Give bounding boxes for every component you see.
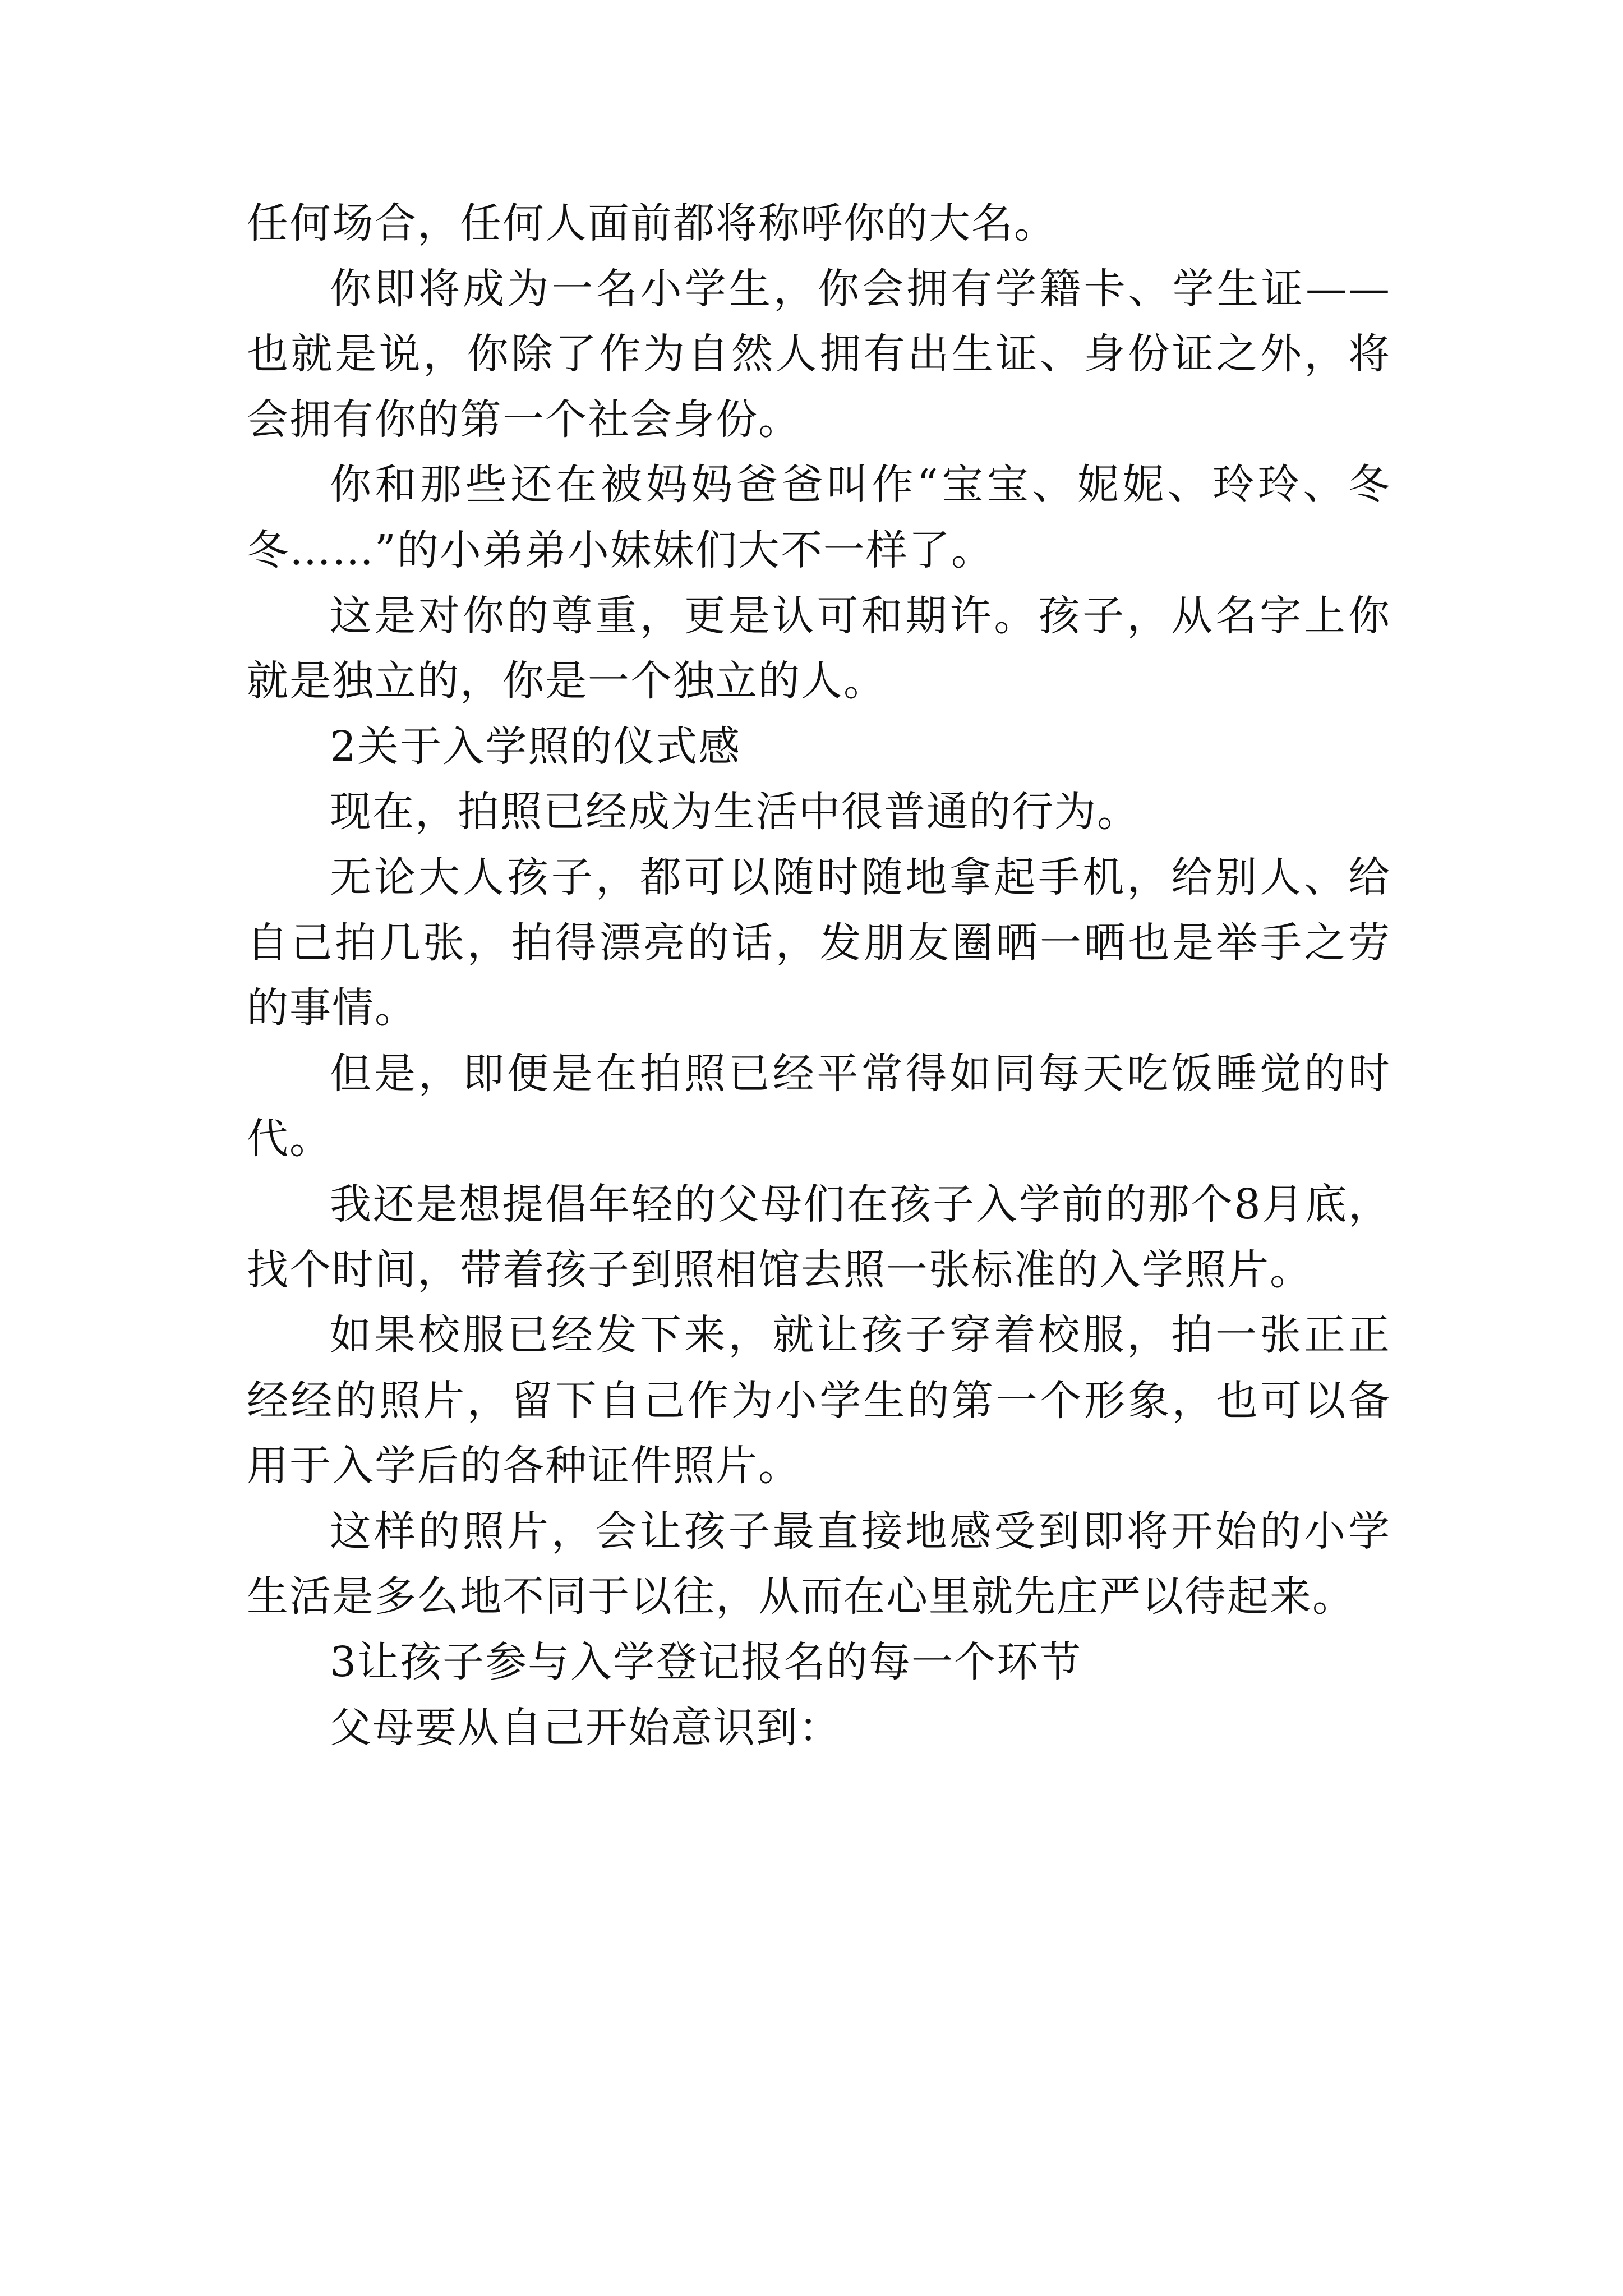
paragraph-11: 父母要从自己开始意识到： bbox=[330, 1703, 841, 1752]
paragraph-7: 但是，即便是在拍照已经平常得如同每天吃饭睡觉的时代。 bbox=[247, 1049, 1391, 1163]
section-heading-3: 3让孩子参与入学登记报名的每一个环节 bbox=[330, 1638, 1082, 1687]
paragraph-10: 这样的照片，会让孩子最直接地感受到即将开始的小学生活是多么地不同于以往，从而在心里就先庄严以待起来。 bbox=[247, 1507, 1391, 1621]
document-body bbox=[247, 191, 1391, 1760]
paragraph-5: 现在，拍照已经成为生活中很普通的行为。 bbox=[330, 788, 1140, 836]
paragraph-6: 无论大人孩子，都可以随时随地拿起手机，给别人、给自己拍几张，拍得漂亮的话，发朋友圈晒一晒也是举手之劳的事情。 bbox=[247, 853, 1391, 1033]
paragraph-1: 任何场合，任何人面前都将称呼你的大名。 bbox=[247, 199, 1057, 247]
paragraph-8: 我还是想提倡年轻的父母们在孩子入学前的那个8月底，找个时间，带着孩子到照相馆去照一张标准的入学照片。 bbox=[247, 1180, 1391, 1294]
paragraph-9: 如果校服已经发下来，就让孩子穿着校服，拍一张正正经经的照片，留下自己作为小学生的第一个形象，也可以备用于入学后的各种证件照片。 bbox=[247, 1311, 1391, 1490]
paragraph-4: 这是对你的尊重，更是认可和期许。孩子，从名字上你就是独立的，你是一个独立的人。 bbox=[247, 591, 1391, 706]
paragraph-2: 你即将成为一名小学生，你会拥有学籍卡、学生证——也就是说，你除了作为自然人拥有出生证、身份证之外，将会拥有你的第一个社会身份。 bbox=[247, 264, 1391, 444]
section-heading-2: 2关于入学照的仪式感 bbox=[330, 722, 741, 771]
paragraph-3: 你和那些还在被妈妈爸爸叫作“宝宝、妮妮、玲玲、冬冬……”的小弟弟小妹妹们大不一样了。 bbox=[247, 461, 1391, 574]
